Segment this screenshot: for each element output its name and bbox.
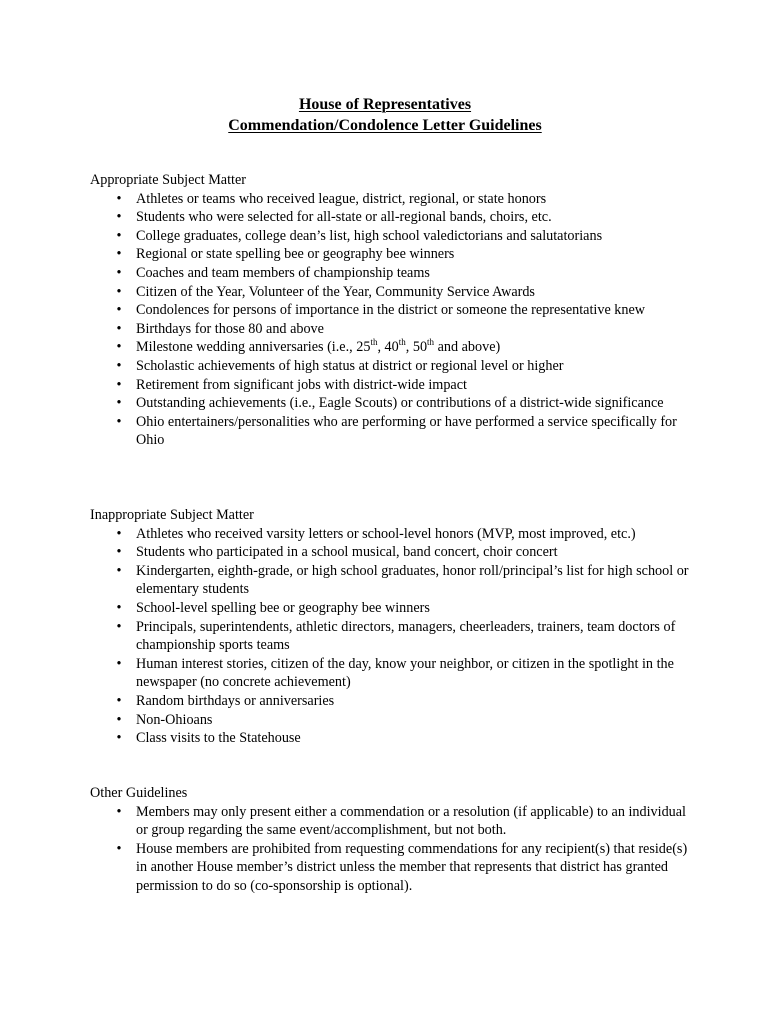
list-item: [90, 711, 690, 730]
bullet-icon: •: [116, 320, 122, 337]
superscript: th: [398, 337, 406, 348]
list-item-text: School-level spelling bee or geography bee winners: [136, 599, 430, 616]
list-item-text: Students who participated in a school musical, band concert, choir concert: [136, 544, 558, 561]
list-item-text: Human interest stories, citizen of the day, know your neighbor, or citizen in the spotlight in the newspaper (no concrete achievement): [136, 655, 674, 691]
bullet-icon: •: [116, 302, 122, 319]
bullet-list: [90, 190, 690, 450]
title-line-1: House of Representatives: [298, 96, 472, 113]
list-item-text: Coaches and team members of championship teams: [136, 264, 430, 281]
list-item-text: Birthdays for those 80 and above: [136, 320, 324, 337]
bullet-list: [90, 803, 690, 896]
bullet-icon: •: [116, 376, 122, 393]
bullet-icon: •: [116, 730, 122, 747]
bullet-icon: •: [116, 357, 122, 374]
section-heading: Inappropriate Subject Matter: [90, 507, 254, 523]
list-item-text: College graduates, college dean’s list, high school valedictorians and salutatorians: [136, 227, 603, 244]
list-item: [90, 320, 690, 339]
bullet-icon: •: [116, 264, 122, 281]
bullet-icon: •: [116, 339, 122, 356]
superscript: th: [370, 337, 378, 348]
section-appropriate: [90, 171, 690, 450]
list-item: [90, 562, 690, 599]
bullet-icon: •: [116, 413, 122, 430]
bullet-list: [90, 525, 690, 748]
section-heading: Other Guidelines: [90, 785, 188, 801]
list-item: [90, 413, 690, 450]
list-item: [90, 264, 690, 283]
list-item: [90, 729, 690, 748]
list-item: [90, 301, 690, 320]
list-item: [90, 227, 690, 246]
milestone-prefix: Milestone wedding anniversaries (i.e., 25: [136, 339, 371, 356]
list-item: [90, 840, 690, 896]
list-item-text: Ohio entertainers/personalities who are performing or have performed a service specifically for Ohio: [136, 413, 677, 449]
list-item-text: Kindergarten, eighth-grade, or high school graduates, honor roll/principal’s list for high school or elementary students: [136, 562, 689, 598]
bullet-icon: •: [116, 692, 122, 709]
bullet-icon: •: [116, 227, 122, 244]
bullet-icon: •: [116, 544, 122, 561]
list-item-milestone: [90, 338, 690, 357]
bullet-icon: •: [116, 655, 122, 672]
milestone-mid: , 50: [405, 339, 428, 356]
list-item: [90, 357, 690, 376]
bullet-icon: •: [116, 246, 122, 263]
list-item: [90, 655, 690, 692]
milestone-mid: , 40: [377, 339, 399, 356]
list-item-text: Non-Ohioans: [136, 711, 213, 728]
list-item-text: Scholastic achievements of high status at district or regional level or higher: [136, 357, 564, 374]
list-item: [90, 208, 690, 227]
document-title: [0, 94, 770, 136]
list-item-text: Citizen of the Year, Volunteer of the Year, Community Service Awards: [136, 283, 535, 300]
list-item-text: Outstanding achievements (i.e., Eagle Scouts) or contributions of a district-wide significance: [136, 395, 664, 412]
bullet-icon: •: [116, 618, 122, 635]
list-item-text: House members are prohibited from requesting commendations for any recipient(s) that reside(s) in another House member’s district unless the member that represents that district has granted permission to do so (co-sponsorship is optional).: [136, 840, 688, 894]
list-item-text: Athletes or teams who received league, district, regional, or state honors: [136, 190, 547, 207]
milestone-suffix: and above): [434, 339, 501, 356]
bullet-icon: •: [116, 711, 122, 728]
section-other: [90, 784, 690, 896]
list-item: [90, 190, 690, 209]
bullet-icon: •: [116, 395, 122, 412]
list-item-text: Members may only present either a commendation or a resolution (if applicable) to an individual or group regarding the same event/accomplishment, but not both.: [136, 803, 686, 839]
section-inappropriate: [90, 506, 690, 748]
list-item-text: Condolences for persons of importance in the district or someone the representative knew: [136, 302, 646, 319]
list-item: [90, 376, 690, 395]
bullet-icon: •: [116, 209, 122, 226]
list-item: [90, 394, 690, 413]
list-item: [90, 245, 690, 264]
list-item-text: Class visits to the Statehouse: [136, 730, 301, 747]
bullet-icon: •: [116, 840, 122, 857]
list-item-text: Students who were selected for all-state or all-regional bands, choirs, etc.: [136, 209, 552, 226]
bullet-icon: •: [116, 599, 122, 616]
bullet-icon: •: [116, 190, 122, 207]
list-item: [90, 692, 690, 711]
list-item: [90, 803, 690, 840]
section-heading: Appropriate Subject Matter: [90, 172, 247, 188]
list-item: [90, 283, 690, 302]
list-item: [90, 618, 690, 655]
list-item-text: Athletes who received varsity letters or school-level honors (MVP, most improved, etc.): [136, 525, 636, 542]
title-line-2: Commendation/Condolence Letter Guidelines: [228, 117, 542, 134]
bullet-icon: •: [116, 525, 122, 542]
bullet-icon: •: [116, 283, 122, 300]
list-item-text: Regional or state spelling bee or geography bee winners: [136, 246, 455, 263]
bullet-icon: •: [116, 562, 122, 579]
superscript: th: [427, 337, 435, 348]
list-item-text: Principals, superintendents, athletic directors, managers, cheerleaders, trainers, team doctors of championship sports teams: [136, 618, 676, 654]
list-item: [90, 543, 690, 562]
list-item: [90, 525, 690, 544]
list-item: [90, 599, 690, 618]
list-item-text: Random birthdays or anniversaries: [136, 692, 335, 709]
list-item-text: Retirement from significant jobs with district-wide impact: [136, 376, 467, 393]
bullet-icon: •: [116, 803, 122, 820]
